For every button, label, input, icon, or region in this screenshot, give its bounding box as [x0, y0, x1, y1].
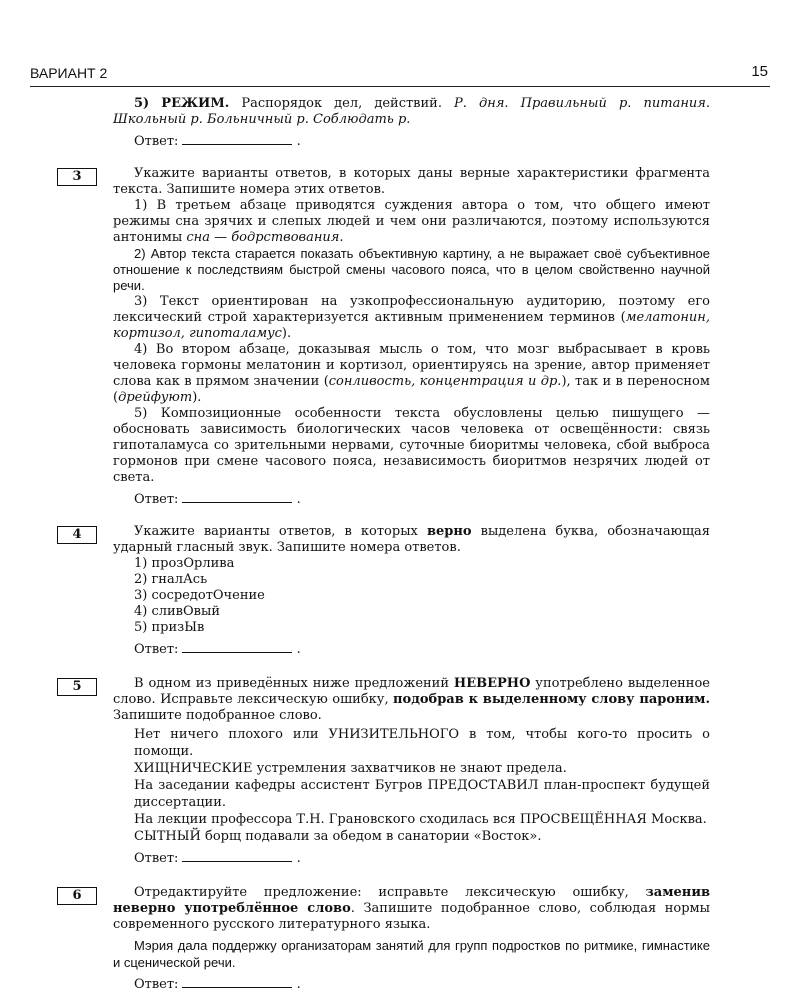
answer-field[interactable] — [182, 641, 292, 653]
task-number-box: 6 — [57, 887, 97, 905]
page-number: 15 — [751, 63, 768, 80]
answer-label: Ответ: — [134, 977, 179, 992]
answer-field[interactable] — [182, 491, 292, 503]
answer-field[interactable] — [182, 133, 292, 145]
answer-label: Ответ: — [134, 134, 179, 149]
item-examples: Р. дня. Правильный р. питания. Школьный р. Больничный р. Соблюдать р. — [113, 96, 710, 127]
item-word: РЕЖИМ. — [161, 96, 230, 111]
item-definition: Распорядок дел, действий. — [229, 96, 455, 111]
task-prompt: Укажите варианты ответов, в которых верно выделена буква, обозначающая ударный гласный звук. Запишите номера ответов. — [113, 524, 710, 555]
answer-row: Ответ: . — [134, 134, 301, 149]
task-6 — [72, 885, 710, 993]
answer-row: Ответ: . — [134, 642, 301, 657]
task-sentence: Мэрия дала поддержку организаторам занятий для групп подростков по ритмике, гимнастике и сценической речи. — [113, 938, 710, 970]
variant-label: ВАРИАНТ 2 — [30, 65, 108, 81]
page-content — [72, 96, 710, 993]
list-item: 2) гналАсь — [134, 572, 208, 587]
list-item: 4) сливОвый — [134, 604, 220, 619]
task-5 — [72, 676, 710, 867]
option-1: 1) В третьем абзаце приводятся суждения автора о том, что общего имеют режимы сна зрячих и слепых людей и чем они различаются, поэтому используются антонимы сна — бодрствования. — [113, 198, 710, 245]
answer-label: Ответ: — [134, 492, 179, 507]
list-item: 1) прозОрлива — [134, 556, 235, 571]
option-2: 2) Автор текста старается показать объективную картину, а не выражает своё субъективное отношение к последствиям быстрой смены часового пояса, что в целом свойственно научной речи. — [113, 246, 710, 293]
task-4 — [72, 524, 710, 658]
list-item: 3) сосредотОчение — [134, 588, 265, 603]
answer-field[interactable] — [182, 976, 292, 988]
answer-label: Ответ: — [134, 642, 179, 657]
task-number-box: 5 — [57, 678, 97, 696]
task-prompt: Отредактируйте предложение: исправьте лексическую ошибку, заменив неверно употреблённое слово. Запишите подобранное слово, соблюдая нормы современного русского литературного языка. — [113, 885, 710, 932]
answer-row: Ответ: . — [134, 977, 301, 992]
answer-field[interactable] — [182, 850, 292, 862]
list-item: На заседании кафедры ассистент Бугров ПРЕДОСТАВИЛ план-проспект будущей диссертации. — [134, 778, 710, 810]
task-3 — [72, 166, 710, 508]
answer-label: Ответ: — [134, 851, 179, 866]
task-prompt: Укажите варианты ответов, в которых даны верные характеристики фрагмента текста. Запишите номера этих ответов. — [113, 166, 710, 197]
item-number: 5) — [134, 96, 150, 111]
option-5: 5) Композиционные особенности текста обусловлены целью пишущего — обосновать зависимость биологических часов человека от освещённости: связь гипоталамуса со зрительными нервами, суточные биоритмы человека, сбой выброса гормонов при смене часового пояса, независимость биоритмов незрячих людей от света. — [113, 406, 710, 485]
options-list — [113, 556, 710, 636]
list-item: ХИЩНИЧЕСКИЕ устремления захватчиков не знают предела. — [134, 761, 567, 776]
dictionary-item-5 — [113, 96, 710, 150]
task-prompt: В одном из приведённых ниже предложений НЕВЕРНО употреблено выделенное слово. Исправьте лексическую ошибку, подобрав к выделенному слову пароним. Запишите подобранное слово. — [113, 676, 710, 723]
list-item: Нет ничего плохого или УНИЗИТЕЛЬНОГО в том, чтобы кого-то просить о помощи. — [134, 727, 710, 759]
answer-row: Ответ: . — [134, 851, 301, 866]
sentences-list — [113, 726, 710, 845]
answer-row: Ответ: . — [134, 492, 301, 507]
option-4: 4) Во втором абзаце, доказывая мысль о том, что мозг выбрасывает в кровь человека гормоны мелатонин и кортизол, ориентируясь на зрение, автор применяет слова как в прямом значении (сонливость, концентрация и др.), так и в переносном (дрейфуют). — [113, 342, 710, 405]
list-item: На лекции профессора Т.Н. Грановского сходилась вся ПРОСВЕЩЁННАЯ Москва. — [134, 812, 707, 827]
task-number-box: 4 — [57, 526, 97, 544]
option-3: 3) Текст ориентирован на узкопрофессиональную аудиторию, поэтому его лексический строй характеризуется активным применением терминов (мелатонин, кортизол, гипоталамус). — [113, 294, 710, 341]
list-item: СЫТНЫЙ борщ подавали за обедом в санатории «Восток». — [134, 829, 542, 844]
list-item: 5) призЫв — [134, 620, 205, 635]
page-header — [30, 62, 770, 87]
task-number-box: 3 — [57, 168, 97, 186]
